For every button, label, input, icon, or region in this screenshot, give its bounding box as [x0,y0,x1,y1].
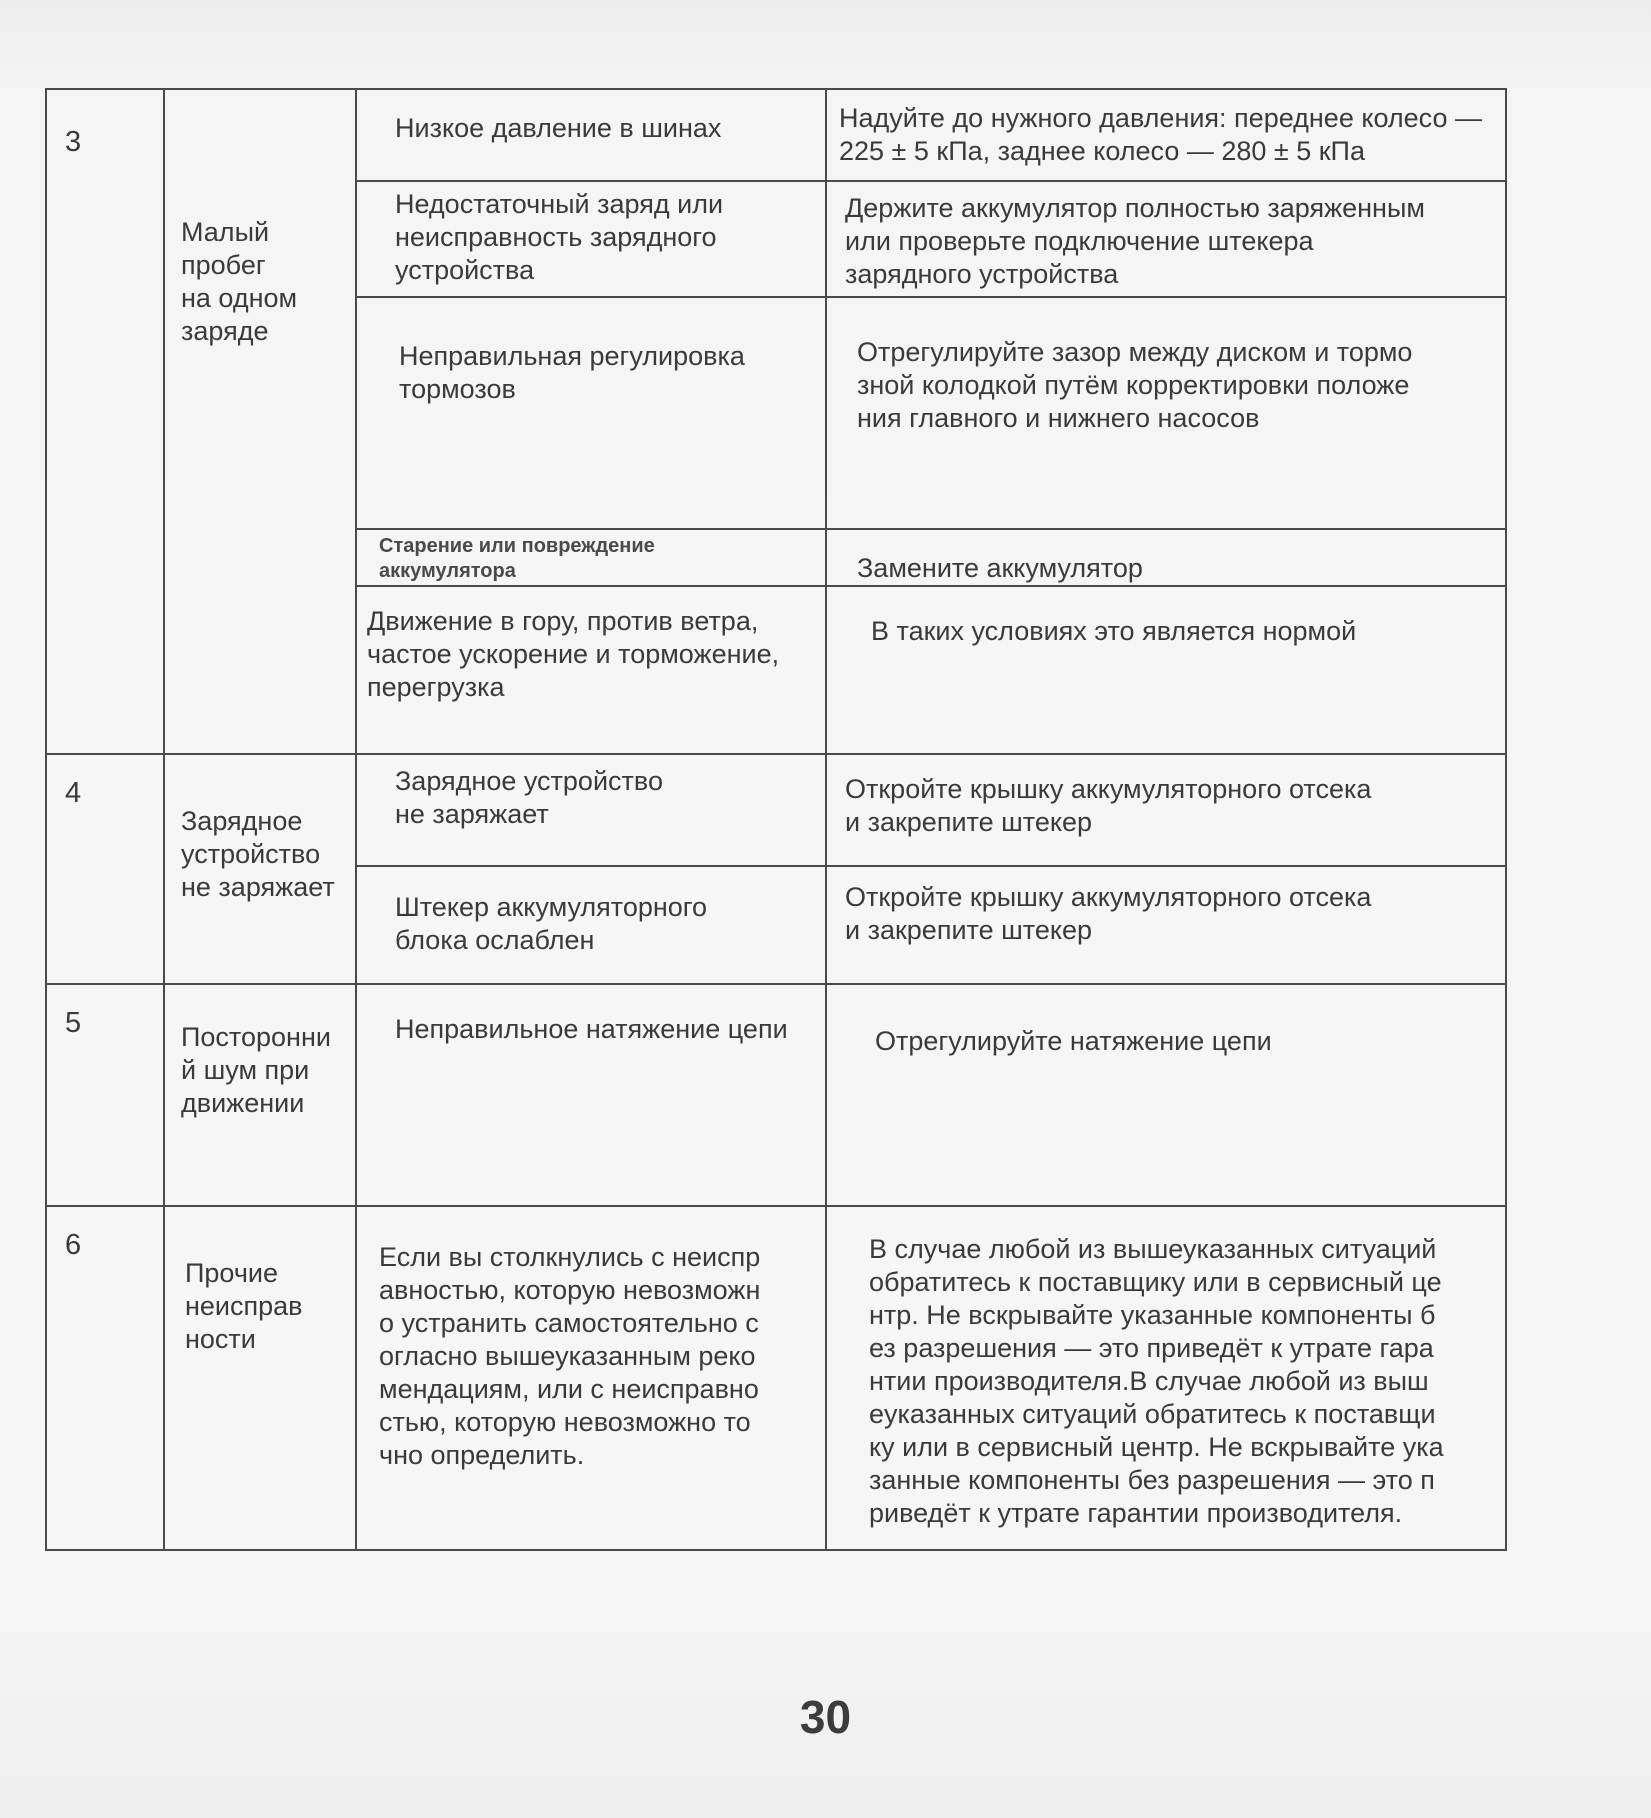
table-row [46,89,1506,181]
solution-cell: Откройте крышку аккумуляторного отсека и закрепите штекер [826,754,1506,866]
cause-cell: Если вы столкнулись с неиспр авностью, которую невозможн о устранить самостоятельно с огласно вышеуказанным реко мендациям, или с неисправно стью, которую невозможно то чно определить. [356,1206,826,1550]
problem-cell: Посторонни й шум при движении [164,984,356,1206]
troubleshooting-table [45,88,1507,1551]
cause-cell: Неправильная регулировка тормозов [356,297,826,529]
solution-cell: Надуйте до нужного давления: переднее колесо — 225 ± 5 кПа, заднее колесо — 280 ± 5 кПа [826,89,1506,181]
solution-cell: Замените аккумулятор [826,529,1506,586]
cause-cell: Неправильное натяжение цепи [356,984,826,1206]
cause-cell: Недостаточный заряд или неисправность зарядного устройства [356,181,826,297]
solution-cell: Держите аккумулятор полностью заряженным или проверьте подключение штекера зарядного устройства [826,181,1506,297]
page-number: 30 [799,1691,852,1743]
problem-cell: Прочие неисправ ности [164,1206,356,1550]
cause-cell: Движение в гору, против ветра, частое ускорение и торможение, перегрузка [356,586,826,754]
solution-cell: Отрегулируйте зазор между диском и тормо зной колодкой путём корректировки положе ния главного и нижнего насосов [826,297,1506,529]
table-row [46,754,1506,866]
table-row [46,1206,1506,1550]
row-number-cell: 6 [46,1206,164,1550]
solution-cell: В случае любой из вышеуказанных ситуаций обратитесь к поставщику или в сервисный це нтр. Не вскрывайте указанные компоненты б ез разрешения — это приведёт к утрате гара нтии производителя.В случае любой из выш eуказанных ситуаций обратитесь к поставщи ку или в сервисный центр. Не вскрывайте ука занные компоненты без разрешения — это п риведёт к утрате гарантии производителя. [826,1206,1506,1550]
row-number-cell: 4 [46,754,164,984]
cause-cell: Зарядное устройство не заряжает [356,754,826,866]
solution-cell: Отрегулируйте натяжение цепи [826,984,1506,1206]
problem-cell: Малый пробег на одном заряде [164,89,356,754]
cause-cell: Низкое давление в шинах [356,89,826,181]
row-number-cell: 5 [46,984,164,1206]
problem-cell: Зарядное устройство не заряжает [164,754,356,984]
solution-cell: Откройте крышку аккумуляторного отсека и закрепите штекер [826,866,1506,984]
cause-cell: Штекер аккумуляторного блока ослаблен [356,866,826,984]
row-number-cell: 3 [46,89,164,754]
solution-cell: В таких условиях это является нормой [826,586,1506,754]
cause-cell: Старение или повреждение аккумулятора [356,529,826,586]
table-row [46,984,1506,1206]
